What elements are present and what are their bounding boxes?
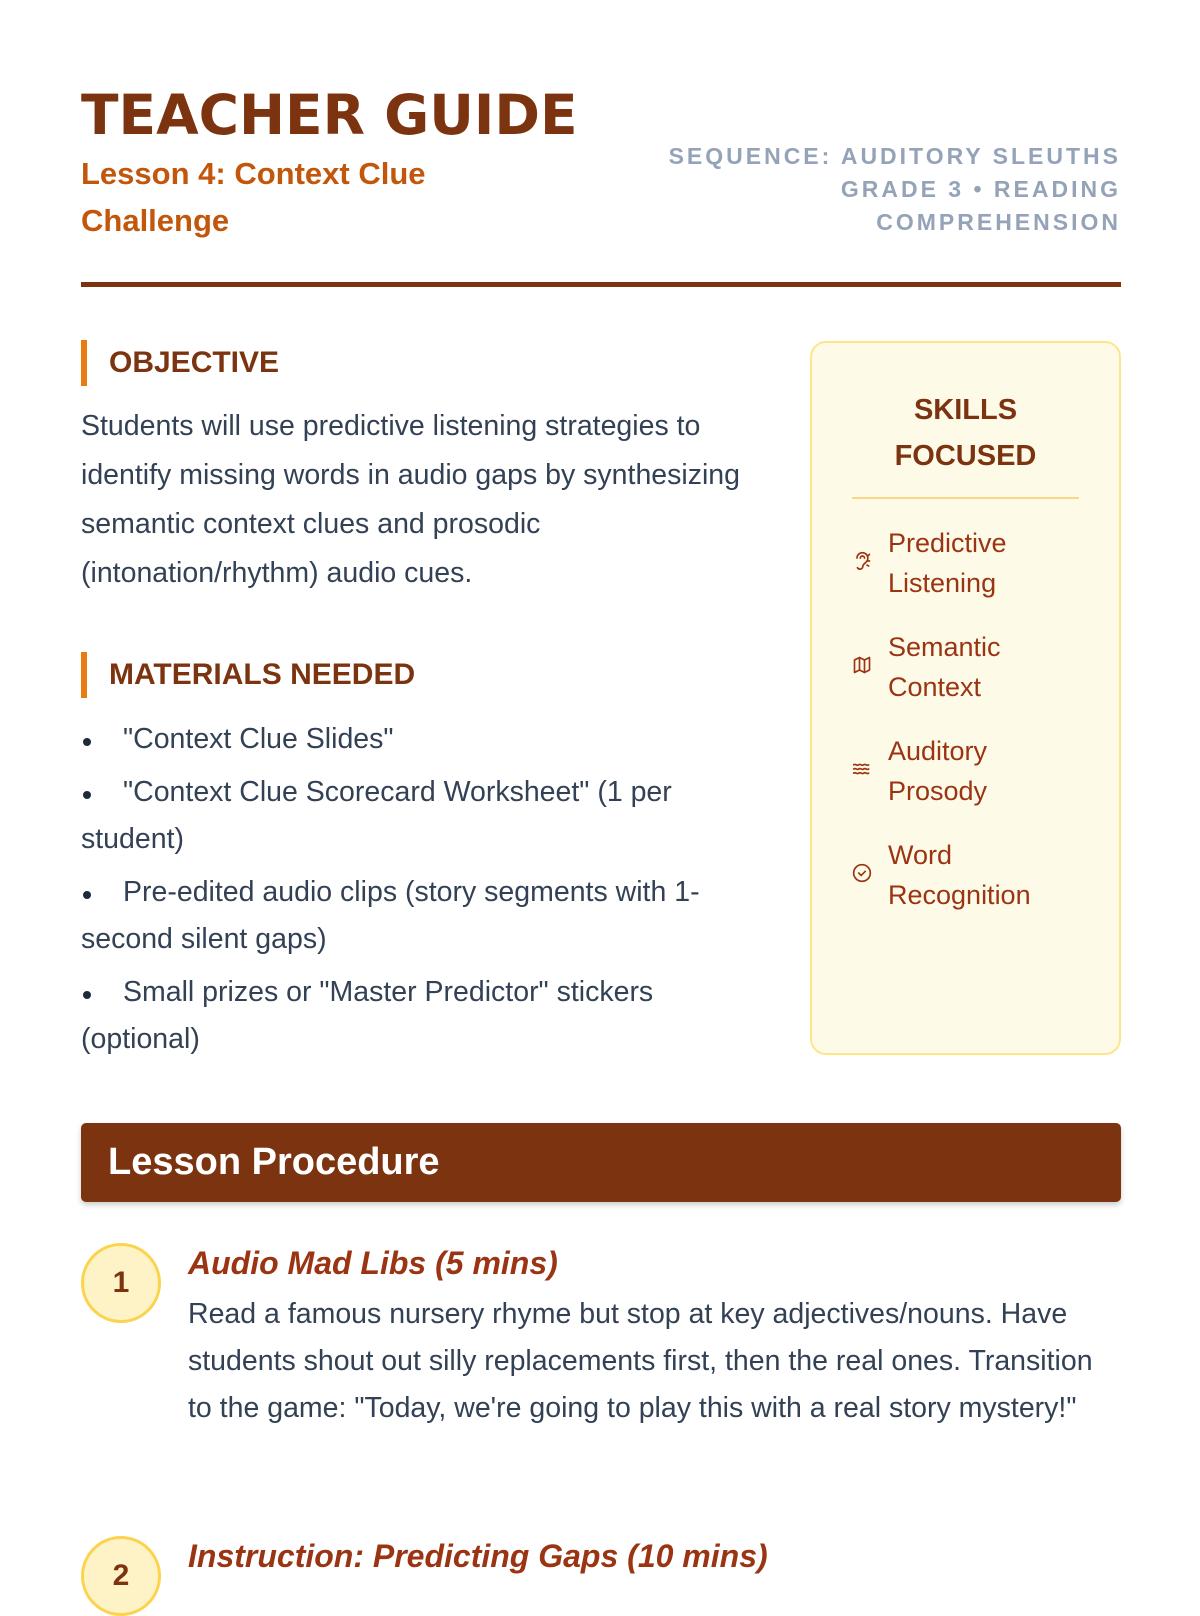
procedure-heading: Lesson Procedure [81, 1123, 1121, 1202]
materials-heading: MATERIALS NEEDED [81, 652, 761, 698]
list-item: Pre-edited audio clips (story segments with 1-second silent gaps) [81, 869, 761, 963]
step-number: 1 [81, 1243, 161, 1323]
skills-panel [810, 341, 1121, 1055]
meta-line: COMPREHENSION [876, 209, 1121, 235]
waves-icon [852, 759, 888, 784]
skill-item [852, 523, 1079, 603]
skill-item [852, 731, 1079, 811]
materials-list [81, 716, 761, 1063]
meta-line: GRADE 3 • READING [840, 176, 1121, 202]
objective-heading: OBJECTIVE [81, 340, 761, 386]
list-item: "Context Clue Slides" [81, 716, 761, 763]
ear-icon [852, 551, 888, 576]
procedure-step [81, 1536, 1121, 1592]
skill-item [852, 835, 1079, 915]
skill-label: Semantic Context [888, 632, 1001, 702]
step-title: Instruction: Predicting Gaps (10 mins) [188, 1538, 768, 1574]
list-item: Small prizes or "Master Predictor" stickers (optional) [81, 969, 761, 1063]
lesson-subtitle: Lesson 4: Context Clue Challenge [81, 156, 426, 238]
step-text: Read a famous nursery rhyme but stop at key adjectives/nouns. Have students shout out silly replacements first, then the real ones. Transition to the game: "Today, we're going to play this with a real story mystery!" [188, 1298, 1093, 1424]
skill-item [852, 627, 1079, 707]
procedure-step [81, 1243, 1121, 1432]
skill-label: Word Recognition [888, 840, 1031, 910]
header [81, 82, 1121, 287]
step-number: 2 [81, 1536, 161, 1616]
list-item: "Context Clue Scorecard Worksheet" (1 per student) [81, 769, 761, 863]
sequence-meta [661, 140, 1121, 239]
check-circle-icon [852, 863, 888, 888]
step-title: Audio Mad Libs (5 mins) [188, 1245, 558, 1281]
main-column [81, 340, 761, 1069]
skill-label: Predictive Listening [888, 528, 1007, 598]
objective-text: Students will use predictive listening strategies to identify missing words in audio gaps by synthesizing semantic context clues and prosodic (intonation/rhythm) audio cues. [81, 410, 741, 589]
meta-line: SEQUENCE: AUDITORY SLEUTHS [668, 143, 1121, 169]
skill-label: Auditory Prosody [888, 736, 988, 806]
page-title: TEACHER GUIDE [81, 83, 578, 147]
skills-heading: SKILLS FOCUSED [852, 387, 1079, 499]
map-icon [852, 655, 888, 680]
